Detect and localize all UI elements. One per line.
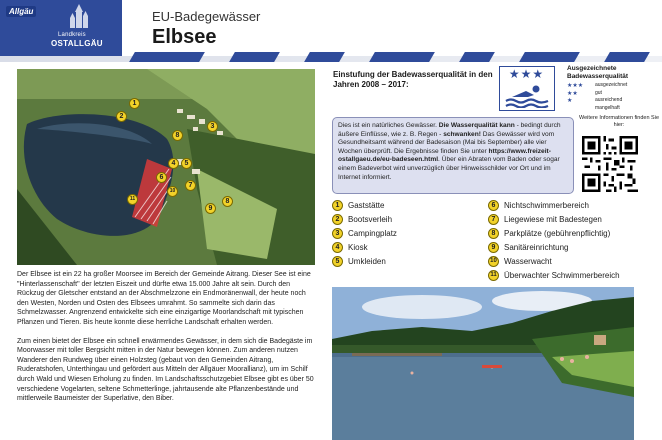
landkreis-logo bbox=[0, 0, 122, 62]
rating-label: ausreichend bbox=[595, 97, 623, 103]
quality-heading: Einstufung der Badewasserqualität in den Jahren 2008 – 2017: bbox=[333, 70, 493, 89]
legend-number: 11 bbox=[488, 270, 499, 281]
legend-number: 9 bbox=[488, 242, 499, 253]
map-marker: 3 bbox=[207, 121, 218, 132]
ostallgaeu-label: OSTALLGÄU bbox=[51, 39, 103, 48]
map-marker: 11 bbox=[127, 194, 138, 205]
description-paragraph: Der Elbsee ist ein 22 ha großer Moorsee im Bereich der Gemeinde Aitrang. Dieser See ist eine "Hinterlassenschaft" der letzten Eiszeit und dürfte etwa 15.000 Jahre alt sein. Durch den Rückzug der Gletscher entstand an der Abschmelzzone ein Endmoränenwall, der heute noch den Westen, Norden und Osten des Elbsees umrahmt. So sammelte sich darin das Schmelzwasser. Angrenzend entwickelte sich eine einzigartige Moorlandschaft mit typischen Pflanzen und Tieren. Bis heute konnte diese herrliche Landschaft erhalten werden. bbox=[17, 271, 311, 326]
rating-stars: ★★ bbox=[567, 89, 578, 97]
legend-label: Kiosk bbox=[348, 243, 368, 252]
map-marker: 9 bbox=[205, 203, 216, 214]
aerial-map bbox=[17, 69, 315, 265]
map-marker: 1 bbox=[129, 98, 140, 109]
aerial-photo bbox=[17, 69, 315, 265]
rating-legend bbox=[567, 82, 657, 112]
legend-item bbox=[332, 256, 386, 268]
legend-item bbox=[488, 200, 589, 212]
info-text: - bedingt durch äußere Einflüsse, wie z. B. Regen - bbox=[338, 122, 561, 138]
badge-stars: ★★★ bbox=[508, 67, 545, 81]
allgaeu-logo: Allgäu bbox=[6, 6, 36, 17]
qr-code[interactable] bbox=[582, 136, 638, 192]
info-url-link[interactable]: https://www.freizeit-ostallgaeu.de/eu-badeseen.html bbox=[338, 147, 551, 164]
map-marker: 8 bbox=[172, 130, 183, 141]
page-subtitle: EU-Badegewässer bbox=[152, 9, 261, 24]
landkreis-label: Landkreis bbox=[58, 32, 86, 38]
header bbox=[0, 0, 662, 62]
water-quality-info bbox=[332, 117, 574, 194]
legend-label: Umkleiden bbox=[348, 257, 386, 266]
map-marker: 2 bbox=[116, 111, 127, 122]
map-marker: 8 bbox=[222, 196, 233, 207]
rating-stars: ★ bbox=[567, 97, 573, 104]
lake-description bbox=[17, 270, 317, 413]
info-emphasis: schwanken! bbox=[443, 130, 481, 138]
rating-row bbox=[567, 97, 657, 105]
legend-item bbox=[332, 200, 384, 212]
legend-number: 7 bbox=[488, 214, 499, 225]
rating-title: Ausgezeichnete Badewasserqualität bbox=[567, 65, 629, 80]
legend-label: Gaststätte bbox=[348, 201, 385, 210]
legend-label: Sanitäreinrichtung bbox=[504, 243, 569, 252]
rating-label: mangelhaft bbox=[595, 104, 620, 111]
legend-item bbox=[488, 242, 568, 254]
legend-number: 5 bbox=[332, 256, 343, 267]
map-marker: 5 bbox=[181, 158, 192, 169]
legend-item bbox=[488, 256, 552, 268]
legend-label: Liegewiese mit Badestegen bbox=[504, 215, 602, 224]
legend-label: Überwachter Schwimmerbereich bbox=[504, 271, 620, 280]
legend-number: 1 bbox=[332, 200, 343, 211]
castle-icon bbox=[68, 4, 90, 30]
info-emphasis: Die Wasserqualität kann bbox=[438, 122, 515, 129]
rating-label: gut bbox=[595, 89, 602, 96]
legend-item bbox=[332, 214, 392, 226]
rating-row bbox=[567, 90, 657, 98]
rating-label: ausgezeichnet bbox=[595, 82, 628, 88]
rating-stars: ★★★ bbox=[567, 82, 584, 89]
rating-row bbox=[567, 105, 657, 113]
legend-label: Campingplatz bbox=[348, 229, 397, 238]
legend-number: 10 bbox=[488, 256, 499, 267]
legend-number: 6 bbox=[488, 200, 499, 211]
map-marker: 6 bbox=[156, 172, 167, 183]
swimmer-icon bbox=[504, 83, 550, 108]
description-paragraph: Zum einen bietet der Elbsee ein schnell erwärmendes Gewässer, in dem sich die Badegäste im Moorwasser mit toller Bergsicht mitten in der Natur bewegen können. Zum anderen nutzen Wanderer den Rundweg über einen Holzsteg (gebaut von den Gemeinden Aitrang, Ruderatshofen, Unterthingau und gefördert aus Mitteln der Allgäuer Moorallianz), um im Schilf durch Wald und Wiesen Erholung zu finden. Im Landschaftsschutzgebiet Elbsee gibt es über 50 verschiedene Vogelarten, seltene Schmetterlinge, jahrtausende alte Pflanzenbestände und mittlerweile Baumeister der Superlative, den Biber. bbox=[17, 337, 314, 403]
legend-label: Nichtschwimmerbereich bbox=[504, 201, 589, 210]
legend-label: Bootsverleih bbox=[348, 215, 393, 224]
legend-label: Parkplätze (gebührenpflichtig) bbox=[504, 229, 611, 238]
legend-number: 8 bbox=[488, 228, 499, 239]
map-marker: 7 bbox=[185, 180, 196, 191]
lake-scene bbox=[332, 287, 634, 440]
legend-number: 4 bbox=[332, 242, 343, 253]
info-text: Das Gewässer wird vom Gesundheitsamt während der Badesaison (Mai bis September) alle vier Wochen überprüft. Die Ergebnisse finden Sie unter bbox=[338, 130, 555, 155]
rating-row bbox=[567, 82, 657, 90]
legend-item bbox=[488, 270, 620, 282]
legend-item bbox=[332, 242, 368, 254]
map-marker: 10 bbox=[167, 186, 178, 197]
legend-item bbox=[488, 228, 610, 240]
legend-item bbox=[332, 228, 397, 240]
page-title: Elbsee bbox=[152, 26, 217, 48]
qr-label: Weitere Informationen finden Sie hier: bbox=[579, 115, 659, 128]
legend-number: 3 bbox=[332, 228, 343, 239]
legend-label: Wasserwacht bbox=[504, 257, 552, 266]
info-text: . Über ein Abraten vom Baden oder sogar einem Badeverbot wird unverzüglich über Hinweisschilder vor Ort und im Internet informiert. bbox=[338, 156, 560, 181]
legend-number: 2 bbox=[332, 214, 343, 225]
quality-badge bbox=[499, 66, 555, 111]
legend-item bbox=[488, 214, 602, 226]
lake-photo bbox=[332, 287, 634, 440]
info-text: Dies ist ein natürliches Gewässer. bbox=[338, 122, 439, 129]
header-stripes bbox=[122, 52, 662, 62]
map-marker: 4 bbox=[168, 158, 179, 169]
